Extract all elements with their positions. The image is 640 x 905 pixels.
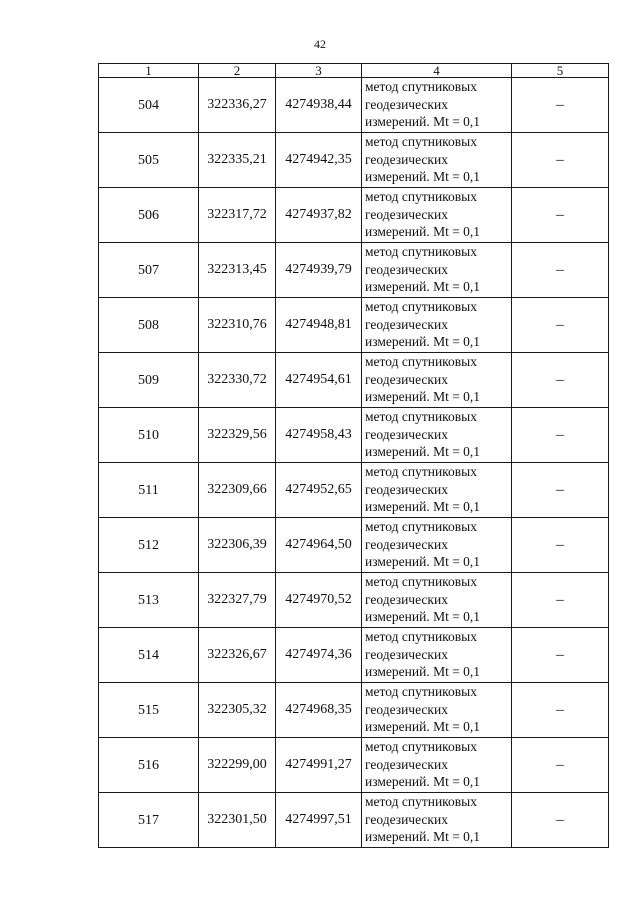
coordinate-y: 4274968,35 [276,683,362,738]
table-row [99,408,609,463]
note-cell [512,738,609,793]
coordinate-y: 4274954,61 [276,353,362,408]
note-cell [512,243,609,298]
method-line: измерений. Mt = 0,1 [365,664,481,679]
method-line: метод спутниковых [365,519,477,534]
method-description [362,683,512,738]
page-number: 42 [314,37,326,51]
coordinate-x: 322306,39 [199,518,276,573]
point-number: 509 [99,353,199,408]
note-cell [512,188,609,243]
table-row [99,793,609,848]
table-row [99,573,609,628]
method-line: измерений. Mt = 0,1 [365,609,481,624]
method-line: геодезических [365,316,448,332]
column-header-3: 3 [276,64,362,78]
coordinate-x: 322299,00 [199,738,276,793]
coordinate-x: 322326,67 [199,628,276,683]
method-line: метод спутниковых [365,739,477,754]
method-description [362,463,512,518]
note-cell [512,683,609,738]
method-line: геодезических [365,756,448,772]
method-line: геодезических [365,591,448,607]
method-line: метод спутниковых [365,629,477,644]
point-number: 506 [99,188,199,243]
coordinate-y: 4274991,27 [276,738,362,793]
dash-mark: – [556,591,564,608]
table-body [99,64,609,848]
table-row [99,518,609,573]
dash-mark: – [556,371,564,388]
coordinate-x: 322309,66 [199,463,276,518]
method-line: измерений. Mt = 0,1 [365,499,481,514]
note-cell [512,78,609,133]
method-description [362,628,512,683]
note-cell [512,518,609,573]
method-line: измерений. Mt = 0,1 [365,114,481,129]
method-description [362,188,512,243]
method-description [362,78,512,133]
method-line: измерений. Mt = 0,1 [365,334,481,349]
method-line: геодезических [365,151,448,167]
point-number: 508 [99,298,199,353]
method-description [362,518,512,573]
method-line: метод спутниковых [365,794,477,809]
method-line: геодезических [365,426,448,442]
method-line: геодезических [365,261,448,277]
method-line: измерений. Mt = 0,1 [365,444,481,459]
method-line: метод спутниковых [365,134,477,149]
dash-mark: – [556,646,564,663]
method-description [362,793,512,848]
coordinate-x: 322330,72 [199,353,276,408]
column-header-5: 5 [512,64,609,78]
dash-mark: – [556,536,564,553]
table-row [99,628,609,683]
method-line: метод спутниковых [365,189,477,204]
method-line: геодезических [365,206,448,222]
method-line: геодезических [365,701,448,717]
dash-mark: – [556,426,564,443]
point-number: 507 [99,243,199,298]
coordinates-table [98,63,609,848]
method-line: измерений. Mt = 0,1 [365,829,481,844]
method-line: метод спутниковых [365,409,477,424]
method-description [362,573,512,628]
method-line: измерений. Mt = 0,1 [365,389,481,404]
method-line: измерений. Mt = 0,1 [365,554,481,569]
method-line: измерений. Mt = 0,1 [365,224,481,239]
coordinate-y: 4274974,36 [276,628,362,683]
point-number: 514 [99,628,199,683]
column-header-4: 4 [362,64,512,78]
method-description [362,408,512,463]
coordinate-y: 4274937,82 [276,188,362,243]
coordinate-x: 322310,76 [199,298,276,353]
method-line: геодезических [365,536,448,552]
table-row [99,188,609,243]
note-cell [512,628,609,683]
dash-mark: – [556,96,564,113]
note-cell [512,133,609,188]
point-number: 515 [99,683,199,738]
method-line: геодезических [365,96,448,112]
dash-mark: – [556,756,564,773]
point-number: 505 [99,133,199,188]
coordinate-x: 322301,50 [199,793,276,848]
dash-mark: – [556,151,564,168]
method-description [362,243,512,298]
table-row [99,353,609,408]
point-number: 512 [99,518,199,573]
coordinate-x: 322317,72 [199,188,276,243]
method-line: измерений. Mt = 0,1 [365,774,481,789]
dash-mark: – [556,206,564,223]
coordinate-y: 4274958,43 [276,408,362,463]
note-cell [512,793,609,848]
table-row [99,298,609,353]
note-cell [512,573,609,628]
table-row [99,463,609,518]
method-line: измерений. Mt = 0,1 [365,279,481,294]
table-row [99,133,609,188]
method-description [362,738,512,793]
column-header-1: 1 [99,64,199,78]
method-description [362,298,512,353]
dash-mark: – [556,481,564,498]
method-line: геодезических [365,646,448,662]
method-line: метод спутниковых [365,79,477,94]
method-line: геодезических [365,811,448,827]
dash-mark: – [556,701,564,718]
table-row [99,243,609,298]
header-row [99,64,609,78]
coordinate-x: 322336,27 [199,78,276,133]
table-row [99,683,609,738]
method-line: метод спутниковых [365,244,477,259]
point-number: 517 [99,793,199,848]
method-line: метод спутниковых [365,684,477,699]
coordinate-x: 322335,21 [199,133,276,188]
method-line: геодезических [365,371,448,387]
method-line: метод спутниковых [365,574,477,589]
coordinate-x: 322327,79 [199,573,276,628]
dash-mark: – [556,316,564,333]
coordinate-y: 4274964,50 [276,518,362,573]
note-cell [512,408,609,463]
method-line: метод спутниковых [365,354,477,369]
coordinate-y: 4274942,35 [276,133,362,188]
point-number: 510 [99,408,199,463]
coordinate-y: 4274970,52 [276,573,362,628]
table-row [99,78,609,133]
method-line: метод спутниковых [365,299,477,314]
coordinate-y: 4274997,51 [276,793,362,848]
coordinate-x: 322305,32 [199,683,276,738]
dash-mark: – [556,811,564,828]
point-number: 513 [99,573,199,628]
point-number: 516 [99,738,199,793]
note-cell [512,463,609,518]
method-line: метод спутниковых [365,464,477,479]
method-description [362,133,512,188]
coordinate-y: 4274939,79 [276,243,362,298]
method-description [362,353,512,408]
coordinate-x: 322313,45 [199,243,276,298]
coordinate-y: 4274948,81 [276,298,362,353]
table-row [99,738,609,793]
column-header-2: 2 [199,64,276,78]
note-cell [512,298,609,353]
dash-mark: – [556,261,564,278]
point-number: 511 [99,463,199,518]
method-line: измерений. Mt = 0,1 [365,719,481,734]
note-cell [512,353,609,408]
point-number: 504 [99,78,199,133]
method-line: измерений. Mt = 0,1 [365,169,481,184]
method-line: геодезических [365,481,448,497]
coordinate-y: 4274938,44 [276,78,362,133]
coordinate-y: 4274952,65 [276,463,362,518]
coordinate-x: 322329,56 [199,408,276,463]
